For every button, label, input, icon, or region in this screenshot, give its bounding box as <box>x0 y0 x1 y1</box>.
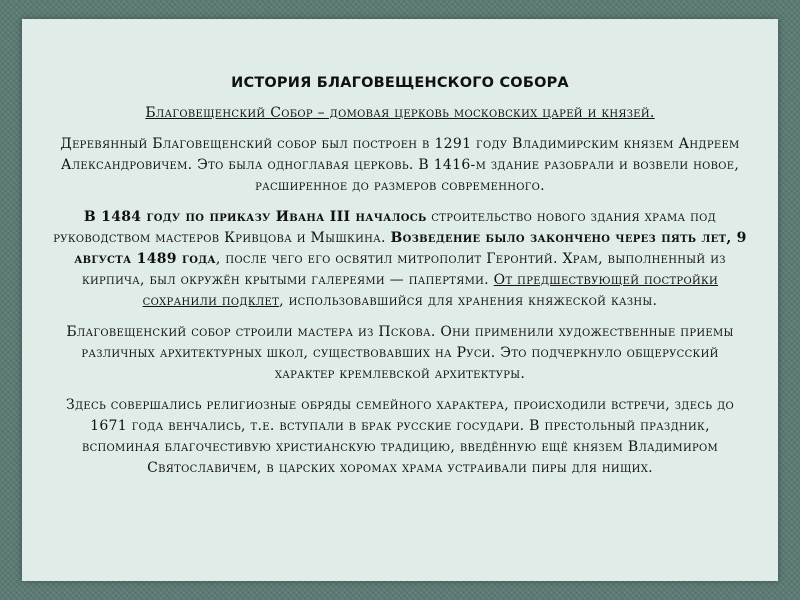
slide-content <box>22 19 778 581</box>
paragraph-pskov-masters: Благовещенский собор строили мастера из Пскова. Они применили художественные приемы различных архитектурных школ, существовавших на Руси. Это подчеркнуло общерусский характер кремлевской архитектуры. <box>66 324 734 382</box>
podklet-underlined: От предшествующей постройки сохранили подклет <box>142 272 719 309</box>
paragraph-construction <box>52 207 748 312</box>
slide-title: ИСТОРИЯ БЛАГОВЕЩЕНСКОГО СОБОРА <box>231 75 569 91</box>
construction-text-3: , использовавшийся для хранения княжеской казны. <box>279 293 658 309</box>
construction-text-1: строительство нового здания храма под руководством мастеров Кривцова и Мышкина. <box>53 209 717 246</box>
paragraph-wooden-church: Деревянный Благовещенский собор был построен в 1291 году Владимирским князем Андреем Александровичем. Это была одноглавая церковь. В 1416-м здание разобрали и возвели новое, расширенное до размеров современного. <box>60 136 740 194</box>
construction-end-bold: Возведение было закончено через пять лет, 9 августа 1489 года <box>74 230 747 267</box>
construction-text-2: , после чего его освятил митрополит Геронтий. Храм, выполненный из кирпича, был окружён крытыми галереями — папертями. <box>81 251 726 288</box>
paragraph-rituals: Здесь совершались религиозные обряды семейного характера, происходили встречи, здесь до 1671 года венчались, т.е. вступали в брак русские государи. В престольный праздник, вспоминая благочестивую христианскую традицию, введённую ещё князем Владимиром Святославичем, в царских хоромах храма устраивали пиры для нищих. <box>65 397 735 476</box>
construction-start-bold: В 1484 году по приказу Ивана III началось <box>83 209 427 225</box>
subtitle: Благовещенский Собор – домовая церковь московских царей и князей. <box>145 105 655 121</box>
